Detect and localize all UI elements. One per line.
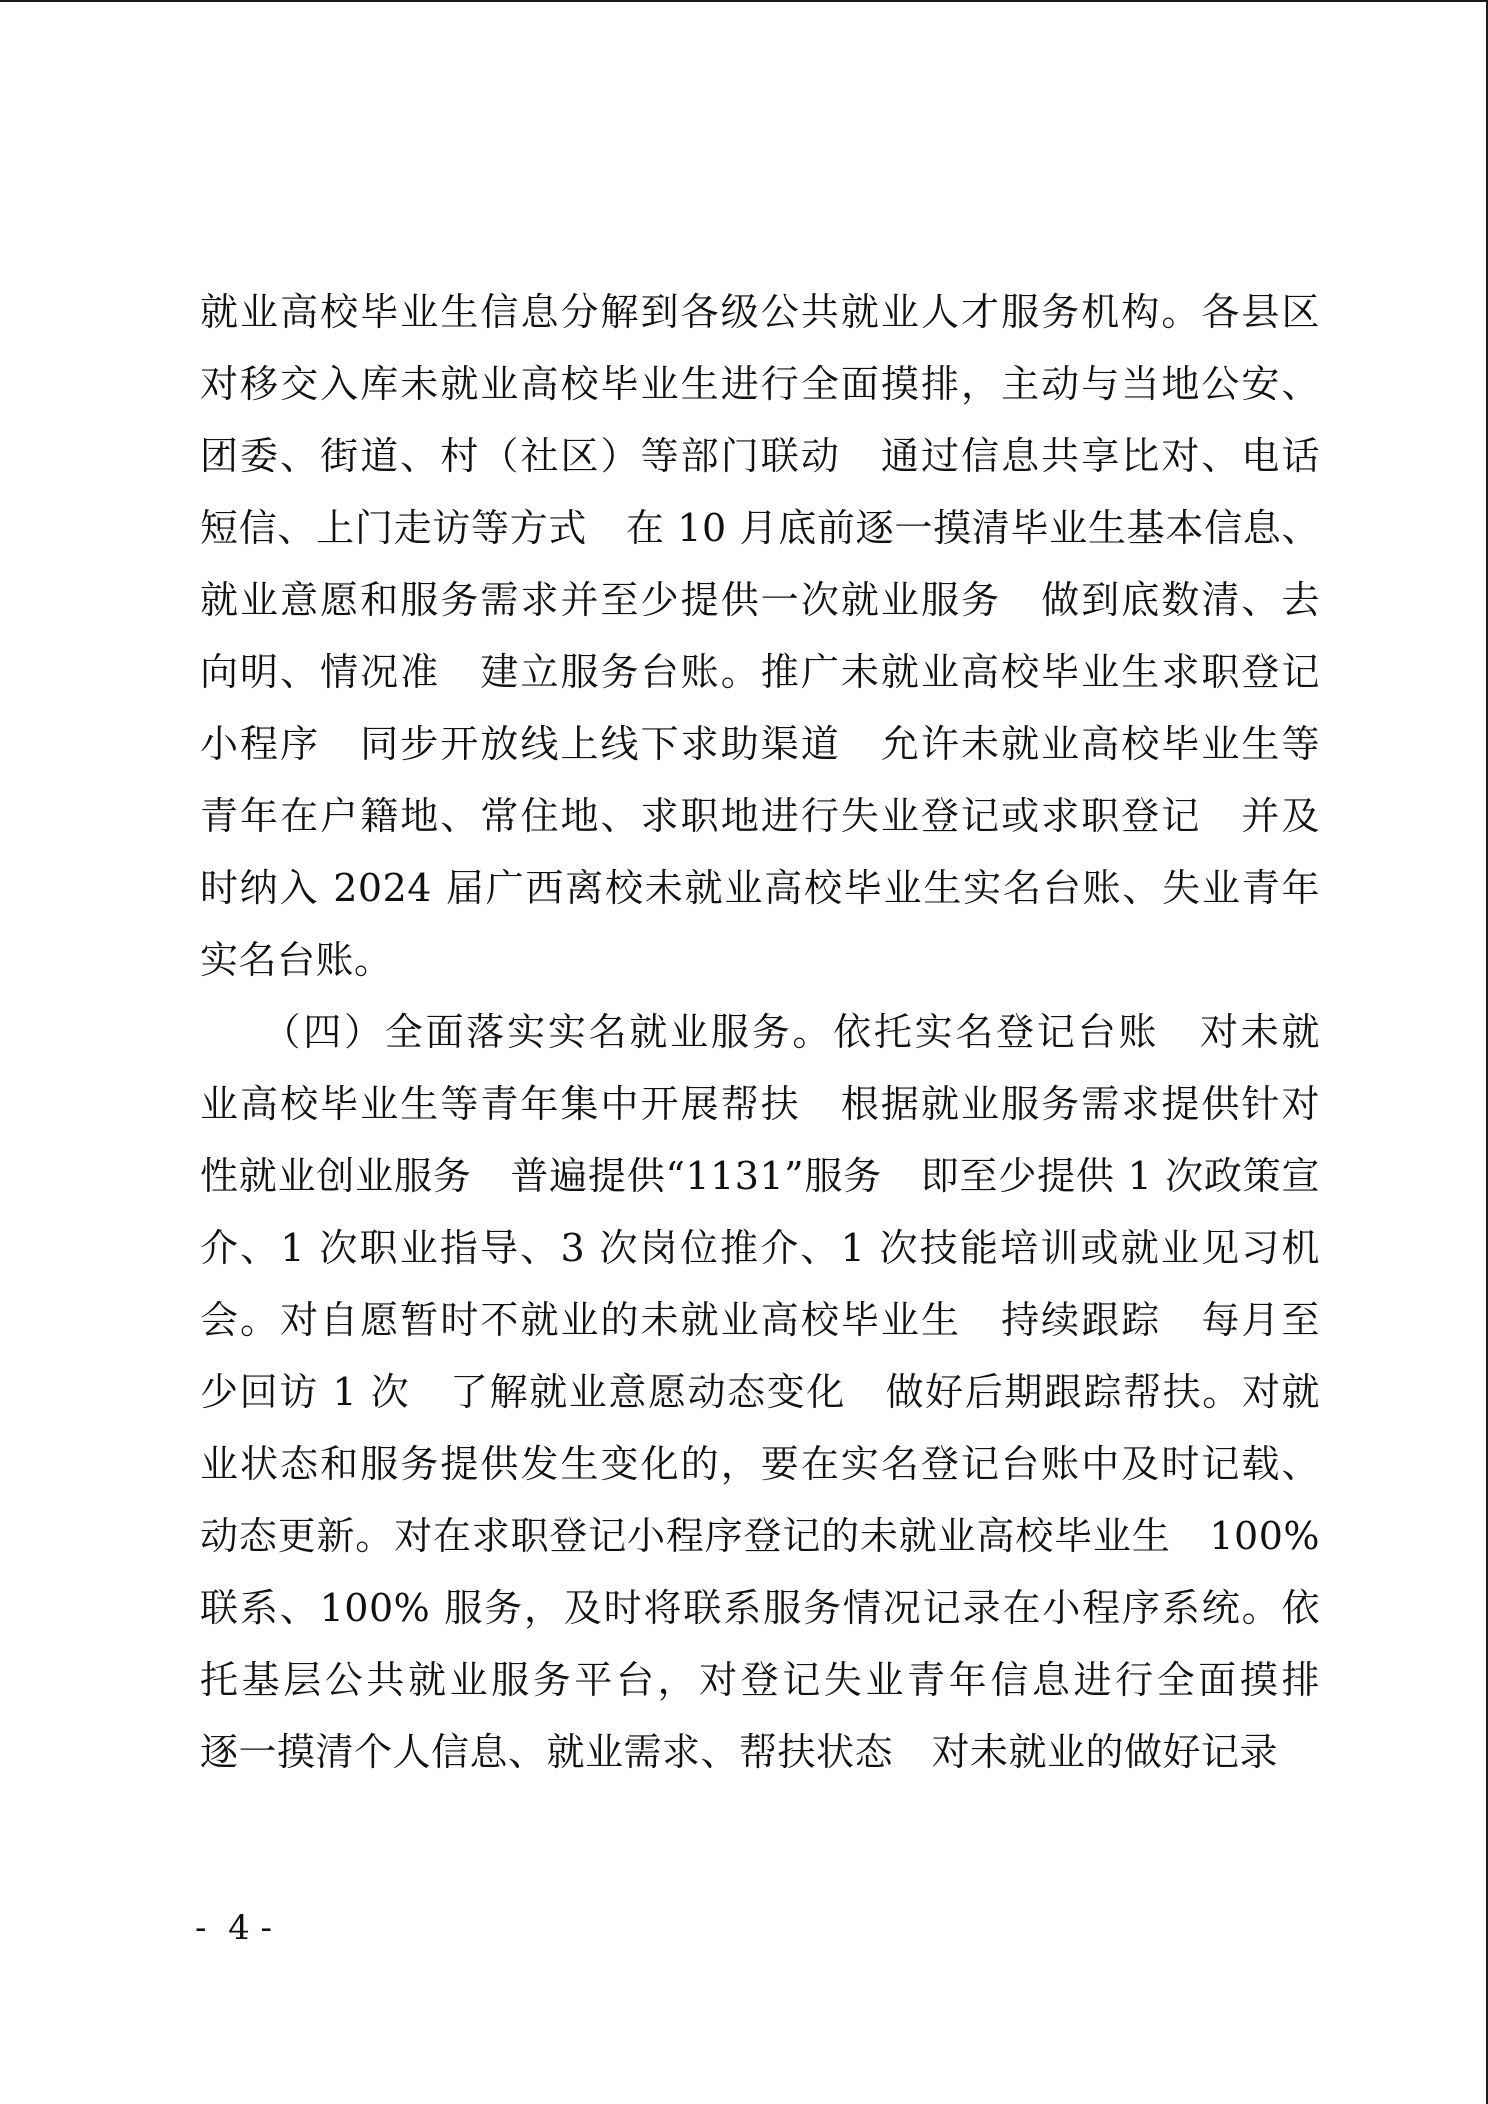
body-line-15: 会。对自愿暂时不就业的未就业高校毕业生 持续跟踪 每月至 <box>200 1298 1320 1342</box>
page-number: - 4 - <box>195 1908 273 1948</box>
body-line-16: 少回访 1 次 了解就业意愿动态变化 做好后期跟踪帮扶。对就 <box>200 1370 1320 1414</box>
document-body <box>200 276 1320 1788</box>
body-line-13: 性就业创业服务 普遍提供“1131”服务 即至少提供 1 次政策宣 <box>200 1154 1320 1198</box>
body-line-12: 业高校毕业生等青年集中开展帮扶 根据就业服务需求提供针对 <box>200 1082 1320 1126</box>
body-line-5: 就业意愿和服务需求并至少提供一次就业服务 做到底数清、去 <box>200 578 1320 622</box>
body-line-19: 联系、100% 服务，及时将联系服务情况记录在小程序系统。依 <box>200 1586 1320 1630</box>
page-border-top <box>0 0 1488 2</box>
body-line-17: 业状态和服务提供发生变化的，要在实名登记台账中及时记载、 <box>200 1442 1320 1486</box>
body-line-10: 实名台账。 <box>200 938 393 982</box>
body-line-4: 短信、上门走访等方式 在 10 月底前逐一摸清毕业生基本信息、 <box>200 506 1320 550</box>
body-line-21: 逐一摸清个人信息、就业需求、帮扶状态 对未就业的做好记录 <box>200 1730 1279 1774</box>
body-line-8: 青年在户籍地、常住地、求职地进行失业登记或求职登记 并及 <box>200 794 1320 838</box>
body-line-3: 团委、街道、村（社区）等部门联动 通过信息共享比对、电话 <box>200 434 1320 478</box>
body-line-20: 托基层公共就业服务平台，对登记失业青年信息进行全面摸排 <box>200 1658 1320 1702</box>
body-line-6: 向明、情况准 建立服务台账。推广未就业高校毕业生求职登记 <box>200 650 1320 694</box>
body-line-2: 对移交入库未就业高校毕业生进行全面摸排，主动与当地公安、 <box>200 362 1320 406</box>
body-line-7: 小程序 同步开放线上线下求助渠道 允许未就业高校毕业生等 <box>200 722 1320 766</box>
body-line-9: 时纳入 2024 届广西离校未就业高校毕业生实名台账、失业青年 <box>200 866 1320 910</box>
body-line-18: 动态更新。对在求职登记小程序登记的未就业高校毕业生 100% <box>200 1514 1320 1558</box>
body-line-14: 介、1 次职业指导、3 次岗位推介、1 次技能培训或就业见习机 <box>200 1226 1320 1270</box>
body-line-1: 就业高校毕业生信息分解到各级公共就业人才服务机构。各县区 <box>200 290 1320 334</box>
section-heading-line: （四）全面落实实名就业服务。依托实名登记台账 对未就 <box>200 1010 1320 1054</box>
